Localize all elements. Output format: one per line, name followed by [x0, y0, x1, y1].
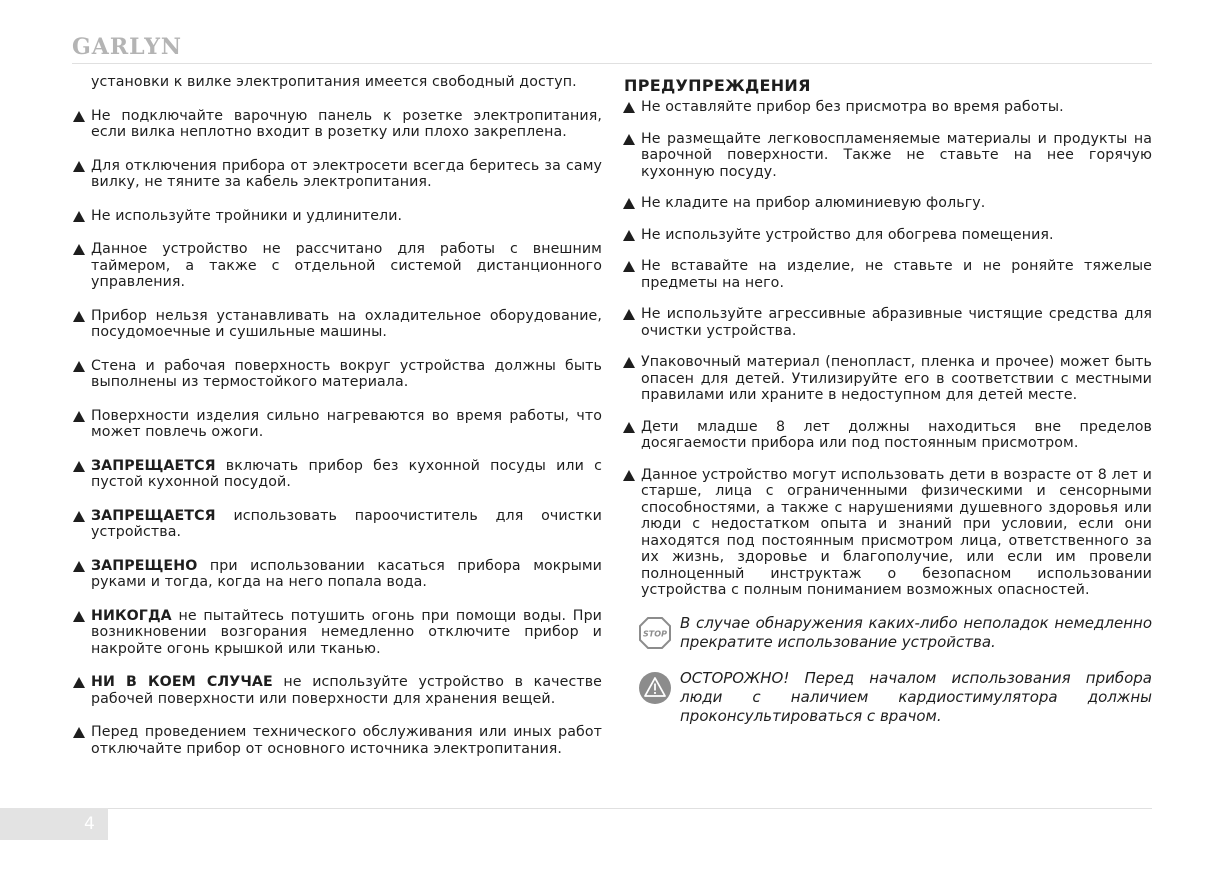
item-text: включать прибор без кухонной посуды или с пустой кухонной посудой. — [91, 457, 602, 490]
brand-logo: GARLYN — [72, 34, 183, 60]
warning-triangle-icon — [73, 361, 85, 372]
list-item — [72, 308, 602, 341]
warning-triangle-icon — [623, 134, 635, 145]
list-item — [72, 241, 602, 291]
section-heading: ПРЕДУПРЕЖДЕНИЯ — [624, 76, 811, 95]
item-text: Не используйте тройники и удлинители. — [91, 207, 403, 224]
page-number-box — [0, 808, 108, 840]
list-item — [622, 419, 1152, 452]
item-text: Не используйте устройство для обогрева помещения. — [641, 226, 1054, 243]
item-text: Упаковочный материал (пенопласт, пленка и прочее) может быть опасен для детей. Утилизируйте его в соответствии с местными правилами или храните в недоступном для детей месте. — [641, 354, 1152, 403]
stop-icon-label: STOP — [643, 629, 667, 638]
warning-triangle-icon — [73, 244, 85, 255]
warning-triangle-icon — [73, 727, 85, 738]
warning-triangle-icon — [73, 311, 85, 322]
warning-triangle-icon — [623, 261, 635, 272]
warning-triangle-icon — [623, 198, 635, 209]
warning-triangle-icon — [73, 511, 85, 522]
item-text: Не кладите на прибор алюминиевую фольгу. — [641, 195, 986, 211]
item-emphasis: НИ В КОЕМ СЛУЧАЕ — [91, 674, 273, 690]
header-divider — [72, 63, 1152, 64]
item-emphasis: ЗАПРЕЩЕНО — [91, 557, 198, 574]
list-item — [72, 558, 602, 591]
left-column — [72, 74, 602, 774]
list-item — [72, 158, 602, 191]
item-text: Не вставайте на изделие, не ставьте и не роняйте тяжелые предметы на него. — [641, 258, 1152, 291]
item-text: Дети младше 8 лет должны находиться вне пределов досягаемости прибора или под постоянным присмотром. — [641, 418, 1152, 451]
list-item — [622, 227, 1152, 244]
list-item — [622, 258, 1152, 291]
footer-divider — [72, 808, 1152, 809]
list-item — [622, 131, 1152, 181]
warning-icon — [638, 671, 672, 705]
item-emphasis: НИКОГДА — [91, 607, 172, 624]
item-text: Прибор нельзя устанавливать на охладительное оборудование, посудомоечные и сушильные машины. — [91, 307, 602, 340]
warning-triangle-icon — [73, 461, 85, 472]
warning-triangle-icon — [73, 677, 85, 688]
warning-triangle-icon — [623, 309, 635, 320]
item-text: не используйте устройство в качестве рабочей поверхности или поверхности для хранения вещей. — [91, 674, 603, 707]
list-item-continuation — [72, 74, 602, 91]
list-item — [72, 508, 602, 541]
warning-triangle-icon — [73, 111, 85, 122]
list-item — [72, 108, 602, 141]
item-text: Не подключайте варочную панель к розетке электропитания, если вилка неплотно входит в розетку или плохо закреплена. — [91, 107, 602, 140]
warning-triangle-icon — [623, 422, 635, 433]
item-text: Не оставляйте прибор без присмотра во время работы. — [641, 99, 1064, 115]
caution-note — [622, 669, 1152, 726]
list-item — [622, 195, 1152, 212]
list-item — [72, 458, 602, 491]
item-emphasis: ЗАПРЕЩАЕТСЯ — [91, 457, 216, 474]
stop-icon — [638, 616, 672, 650]
note-text: В случае обнаружения каких-либо неполадок немедленно прекратите использование устройства. — [680, 613, 1152, 651]
list-item — [622, 467, 1152, 599]
item-text: установки к вилке электропитания имеется свободный доступ. — [91, 74, 577, 90]
item-text: Для отключения прибора от электросети всегда беритесь за саму вилку, не тяните за кабель электропитания. — [91, 157, 602, 190]
item-text: Не размещайте легковоспламеняемые материалы и продукты на варочной поверхности. Также не ставьте на нее горячую кухонную посуду. — [641, 130, 1152, 180]
item-text: Перед проведением технического обслуживания или иных работ отключайте прибор от основного источника электропитания. — [91, 724, 602, 757]
warning-triangle-icon — [623, 102, 635, 113]
note-text: ОСТОРОЖНО! Перед началом использования прибора люди с наличием кардиостимулятора должны проконсультироваться с врачом. — [680, 668, 1152, 725]
warning-triangle-icon — [73, 611, 85, 622]
item-text: Не используйте агрессивные абразивные чистящие средства для очистки устройства. — [641, 306, 1152, 339]
warning-triangle-icon — [623, 357, 635, 368]
list-item — [622, 99, 1152, 116]
list-item — [72, 608, 602, 658]
item-emphasis: ЗАПРЕЩАЕТСЯ — [91, 507, 216, 524]
list-item — [622, 354, 1152, 404]
item-text: Данное устройство могут использовать дети в возрасте от 8 лет и старше, лица с ограниченными физическими и сенсорными способностями, а также с нарушениями душевного здоровья или люди с недостатком опыта и знаний при условии, если они находятся под постоянным присмотром лица, ответственного за их жизнь, здоровье и благополучие, или если им провели полноценный инструктаж о безопасном использовании устройства с полным пониманием возможных опасностей. — [641, 466, 1152, 598]
stop-note — [622, 614, 1152, 652]
page-number: 4 — [84, 814, 95, 834]
list-item — [72, 208, 602, 225]
list-item — [72, 674, 602, 707]
item-text: Поверхности изделия сильно нагреваются во время работы, что может повлечь ожоги. — [91, 407, 602, 440]
warning-triangle-icon — [73, 161, 85, 172]
list-item — [622, 306, 1152, 339]
warning-triangle-icon — [623, 470, 635, 481]
item-text: при использовании касаться прибора мокрыми руками и тогда, когда на него попала вода. — [91, 557, 602, 590]
right-column — [622, 74, 1152, 743]
warning-triangle-icon — [73, 211, 85, 222]
item-text: Стена и рабочая поверхность вокруг устройства должны быть выполнены из термостойкого материала. — [91, 357, 602, 390]
warning-triangle-icon — [73, 411, 85, 422]
item-text: использовать пароочиститель для очистки устройства. — [91, 507, 602, 540]
warning-triangle-icon — [623, 230, 635, 241]
item-text: Данное устройство не рассчитано для работы с внешним таймером, а также с отдельной системой дистанционного управления. — [91, 241, 602, 290]
list-item — [72, 724, 602, 757]
list-item — [72, 358, 602, 391]
item-text: не пытайтесь потушить огонь при помощи воды. При возникновении возгорания немедленно отключите прибор и накройте огонь крышкой или тканью. — [91, 607, 602, 657]
list-item — [72, 408, 602, 441]
warning-triangle-icon — [73, 561, 85, 572]
